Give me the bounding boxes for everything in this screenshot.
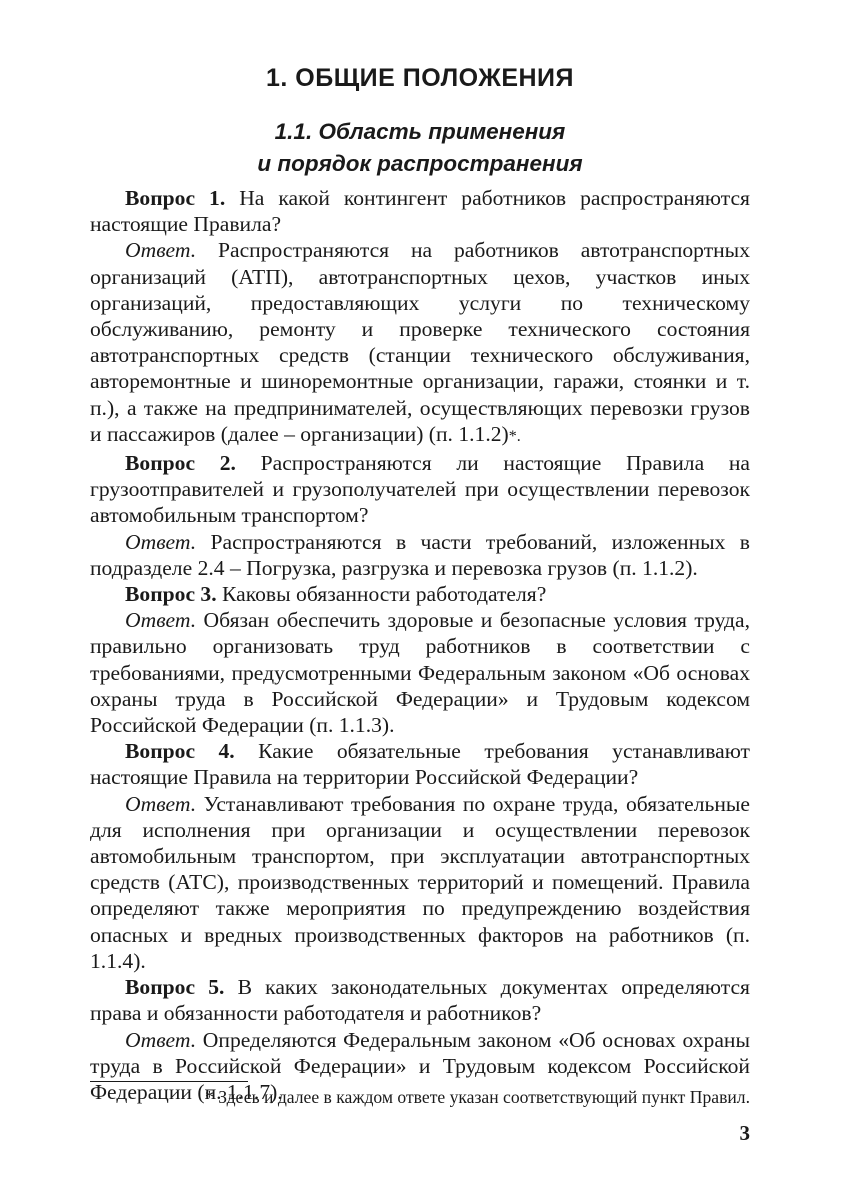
- question-label: Вопрос 3.: [125, 582, 217, 607]
- answer-label: Ответ.: [125, 791, 197, 816]
- answer-label: Ответ.: [125, 238, 197, 263]
- section-title-line-1: 1.1. Область применения: [274, 119, 566, 144]
- section-title-line-2: и порядок распространения: [257, 151, 583, 176]
- question-4: [90, 738, 750, 790]
- answer-text: Обязан обеспечить здоровые и безопасные условия труда, правильно организовать труд работников в соответствии с требованиями, предусмотренными Федеральным законом «Об основах охраны труда в Российской Федерации» и Трудовым кодексом Российской Федерации (п. 1.1.3).: [90, 608, 750, 738]
- qa-body: [90, 185, 750, 1105]
- answer-text: Определяются Федеральным законом «Об основах охраны труда в Российской Федерации» и Трудовым кодексом Российской Федерации (п. 1.1.7).: [90, 1027, 750, 1104]
- question-3: [90, 581, 750, 607]
- question-text: В каких законодательных документах определяются права и обязанности работодателя и работников?: [90, 975, 750, 1026]
- question-label: Вопрос 4.: [125, 739, 235, 764]
- answer-text: Распространяются на работников автотранспортных организаций (АТП), автотранспортных цехов, участков иных организаций, предоставляющих услуги по техническому обслуживанию, ремонту и проверке технического состояния автотранспортных средств (станции технического обслуживания, авторемонтные и шиноремонтные организации, гаражи, стоянки и т. п.), а также на предпринимателей, осуществляющих перевозки грузов и пассажиров (далее – организации) (п. 1.1.2): [90, 238, 750, 446]
- answer-1: [90, 237, 750, 450]
- section-title: [90, 116, 750, 180]
- chapter-title: 1. ОБЩИЕ ПОЛОЖЕНИЯ: [266, 64, 574, 92]
- question-1: [90, 185, 750, 237]
- question-label: Вопрос 1.: [125, 186, 226, 210]
- answer-label: Ответ.: [125, 1027, 197, 1052]
- footnote-divider: [90, 1081, 248, 1082]
- question-2: [90, 450, 750, 529]
- answer-3: [90, 607, 750, 738]
- question-text: На какой контингент работников распространяются настоящие Правила?: [90, 186, 750, 237]
- question-label: Вопрос 5.: [125, 975, 225, 1000]
- question-text: Какие обязательные требования устанавливают настоящие Правила на территории Российской Федерации?: [90, 739, 750, 790]
- answer-text: Устанавливают требования по охране труда, обязательные для исполнения при организации и осуществлении перевозок автомобильным транспортом, при эксплуатации автотранспортных средств (АТС), производственных территорий и помещений. Правила определяют также мероприятия по предупреждению воздействия опасных и вредных производственных факторов на работников (п. 1.1.4).: [90, 791, 750, 973]
- question-5: [90, 974, 750, 1026]
- answer-text: Распространяются в части требований, изложенных в подразделе 2.4 – Погрузка, разгрузка и перевозка грузов (п. 1.1.2).: [90, 529, 750, 580]
- question-text: Распространяются ли настоящие Правила на грузоотправителей и грузополучателей при осуществлении перевозок автомобильным транспортом?: [90, 451, 750, 528]
- page-number: 3: [739, 1121, 750, 1145]
- answer-label: Ответ.: [125, 608, 197, 633]
- question-label: Вопрос 2.: [125, 451, 236, 476]
- answer-4: [90, 791, 750, 974]
- question-text: Каковы обязанности работодателя?: [216, 582, 547, 607]
- footnote: * Здесь и далее в каждом ответе указан соответствующий пункт Правил.: [205, 1087, 750, 1107]
- answer-2: [90, 529, 750, 581]
- answer-label: Ответ.: [125, 529, 197, 554]
- footnote-reference: *.: [508, 427, 521, 445]
